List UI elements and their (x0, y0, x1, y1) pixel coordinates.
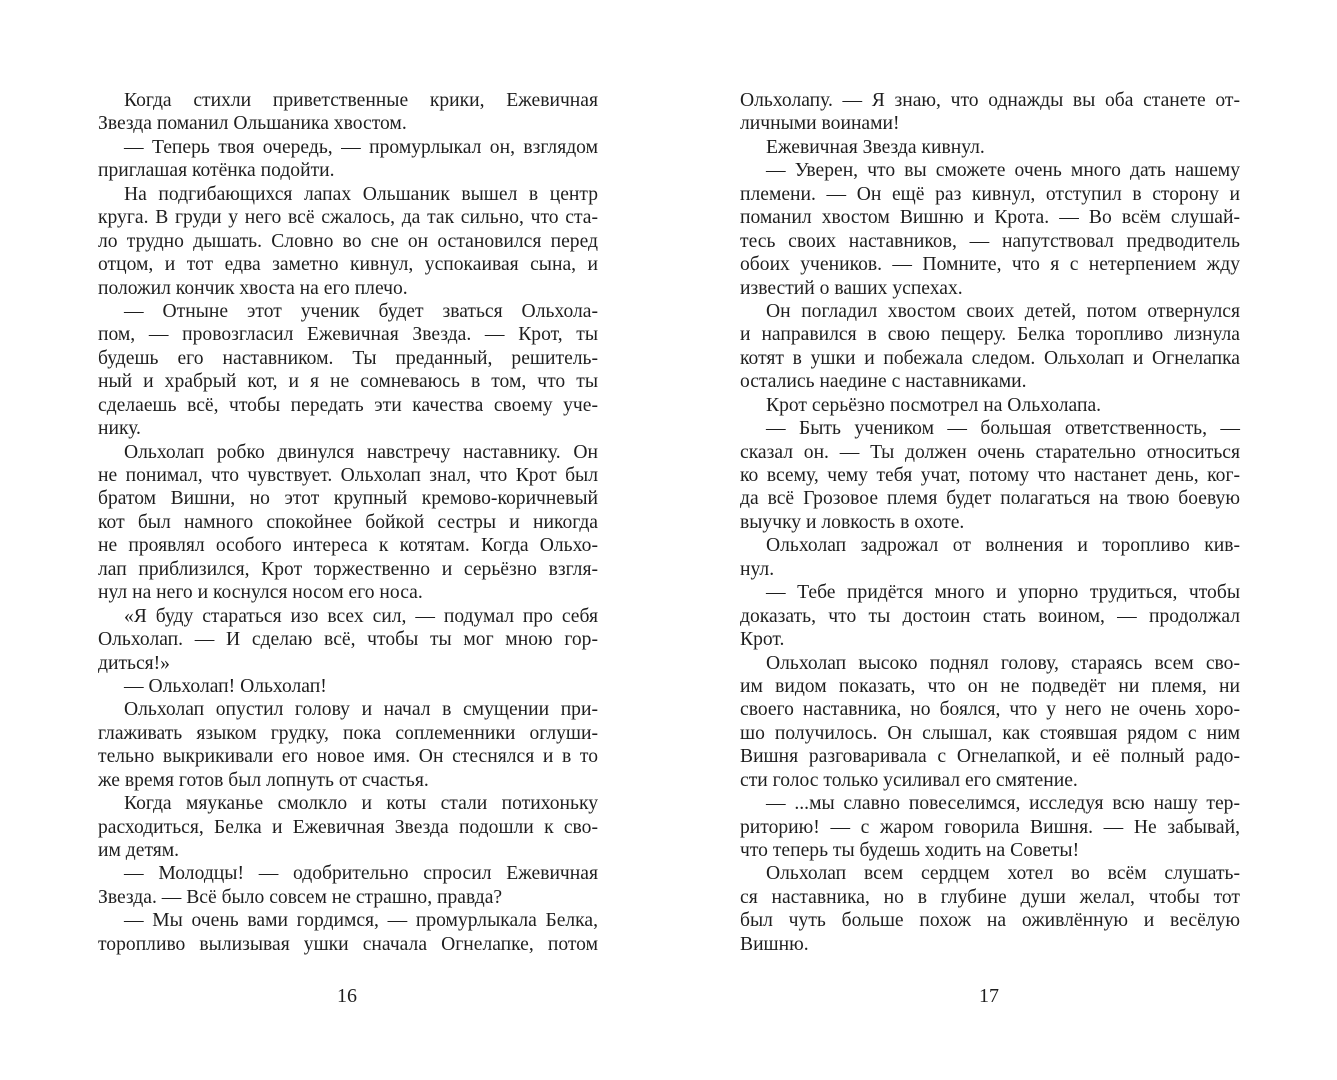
text-line: риторию! — с жаром говорила Вишня. — Не забывай, (740, 816, 1240, 838)
text-line: круга. В груди у него всё сжалось, да так сильно, что ста- (98, 207, 598, 229)
text-line: братом Вишни, но этот крупный кремово-коричневый (98, 488, 598, 510)
text-line: ся наставника, но в глубине души желал, чтобы тот (740, 886, 1240, 908)
text-line: Когда стихли приветственные крики, Ежевичная (124, 90, 598, 111)
text-line: известий о ваших успехах. (740, 277, 963, 299)
text-line: не проявлял особого интереса к котятам. Когда Ольхо- (98, 535, 598, 557)
text-line: ный и храбрый кот, и я не сомневаюсь в том, что ты (98, 371, 598, 393)
text-line: — Ольхолап! Ольхолап! (124, 675, 327, 697)
text-line: нику. (98, 418, 141, 440)
text-line: нул на него и коснулся носом его носа. (98, 582, 423, 604)
left-page-text-column (98, 89, 598, 956)
text-line: нул. (740, 558, 775, 580)
text-line: Крот. (740, 629, 785, 651)
text-line: сделаешь всё, чтобы передать эти качества своему уче- (98, 394, 598, 416)
text-line: поманил хвостом Вишню и Крота. — Во всём слушай- (740, 207, 1240, 229)
text-line: глаживать языком грудку, пока соплеменники оглуши- (98, 722, 598, 744)
page-number-left: 16 (337, 985, 357, 1007)
text-line: Звезда. — Всё было совсем не страшно, правда? (98, 886, 503, 908)
text-line: своего наставника, но боялся, что у него не очень хоро- (740, 699, 1240, 721)
text-line: личными воинами! (740, 113, 900, 135)
text-line: Вишня разговаривала с Огнелапкой, и её полный радо- (740, 746, 1240, 768)
text-line: приглашая котёнка подойти. (98, 160, 335, 182)
text-line: им видом показать, что он не подведёт ни племя, ни (740, 675, 1240, 697)
text-line: будешь его наставником. Ты преданный, решитель- (98, 347, 598, 369)
text-line: Он погладил хвостом своих детей, потом отвернулся (766, 300, 1240, 322)
text-line: Ежевичная Звезда кивнул. (766, 136, 985, 158)
text-line: им детям. (98, 840, 180, 861)
text-line: сти голос только усиливал его смятение. (740, 769, 1078, 791)
text-line: Ольхолапу. — Я знаю, что однажды вы оба станете от- (740, 90, 1240, 111)
text-line: На подгибающихся лапах Ольшаник вышел в центр (124, 183, 598, 205)
text-line: — Быть учеником — большая ответственность, — (766, 418, 1240, 440)
text-line: выучку и ловкость в охоте. (740, 511, 965, 533)
text-line: что теперь ты будешь ходить на Советы! (740, 840, 1080, 861)
left-page (0, 0, 668, 1080)
text-line: — Теперь твоя очередь, — промурлыкал он, взглядом (124, 136, 598, 158)
text-line: Ольхолап. — И сделаю всё, чтобы ты мог мною гор- (98, 629, 598, 651)
text-line: — Молодцы! — одобрительно спросил Ежевичная (124, 863, 598, 885)
text-line: же время готов был лопнуть от счастья. (98, 769, 429, 791)
text-line: Ольхолап задрожал от волнения и торопливо кив- (766, 535, 1240, 557)
text-line: племени. — Он ещё раз кивнул, отступил в сторону и (740, 183, 1240, 205)
text-line: ло трудно дышать. Словно во сне он остановился перед (98, 230, 598, 252)
text-line: диться!» (98, 652, 170, 674)
text-line: — Мы очень вами гордимся, — промурлыкала Белка, (124, 910, 598, 932)
text-line: лап приблизился, Крот торжественно и серьёзно взгля- (98, 558, 598, 580)
text-line: не понимал, что чувствует. Ольхолап знал, что Крот был (98, 465, 598, 486)
text-line: тесь своих наставников, — напутствовал предводитель (740, 230, 1240, 252)
page-number-right: 17 (979, 985, 999, 1007)
text-line: расходиться, Белка и Ежевичная Звезда подошли к сво- (98, 816, 598, 838)
text-line: Крот серьёзно посмотрел на Ольхолапа. (766, 394, 1102, 416)
text-line: ко всему, чему тебя учат, потому что настанет день, ког- (740, 465, 1240, 486)
text-line: торопливо вылизывая ушки сначала Огнелапке, потом (98, 933, 598, 955)
text-line: и направился в свою пещеру. Белка торопливо лизнула (740, 324, 1240, 346)
text-line: Ольхолап всем сердцем хотел во всём слушать- (766, 863, 1240, 885)
text-line: — Отныне этот ученик будет зваться Ольхола- (124, 300, 598, 322)
text-line: да всё Грозовое племя будет полагаться на твою боевую (740, 488, 1240, 510)
text-line: кот был намного спокойнее бойкой сестры и никогда (98, 511, 598, 533)
text-line: отцом, и тот едва заметно кивнул, успокаивая сына, и (98, 254, 598, 276)
text-line: Ольхолап высоко поднял голову, стараясь всем сво- (766, 652, 1240, 674)
text-line: Ольхолап робко двинулся навстречу наставнику. Он (124, 441, 598, 463)
text-line: Вишню. (740, 933, 809, 955)
text-line: сказал он. — Ты должен очень старательно относиться (740, 441, 1240, 463)
text-line: — Тебе придётся много и упорно трудиться, чтобы (766, 582, 1240, 604)
text-line: Ольхолап опустил голову и начал в смущении при- (124, 699, 598, 721)
text-line: — ...мы славно повеселимся, исследуя всю нашу тер- (766, 793, 1240, 815)
text-line: «Я буду стараться изо всех сил, — подумал про себя (124, 605, 598, 627)
text-line: Когда мяуканье смолкло и коты стали потихоньку (124, 793, 598, 815)
text-line: — Уверен, что вы сможете очень много дать нашему (766, 160, 1240, 182)
text-line: пом, — провозгласил Ежевичная Звезда. — Крот, ты (98, 324, 598, 346)
text-line: тельно выкрикивали его новое имя. Он стеснялся и в то (98, 746, 598, 768)
text-line: котят в ушки и побежала следом. Ольхолап и Огнелапка (740, 347, 1240, 369)
text-line: шо получилось. Он слышал, как стоявшая рядом с ним (740, 722, 1240, 744)
text-line: обоих учеников. — Помните, что я с нетерпением жду (740, 254, 1240, 276)
right-page-text-column (740, 89, 1240, 956)
right-page (668, 0, 1337, 1080)
text-line: Звезда поманил Ольшаника хвостом. (98, 113, 407, 135)
text-line: положил кончик хвоста на его плечо. (98, 277, 408, 299)
text-line: был чуть больше похож на оживлённую и весёлую (740, 910, 1240, 932)
text-line: остались наедине с наставниками. (740, 371, 1027, 393)
text-line: доказать, что ты достоин стать воином, — продолжал (740, 605, 1240, 627)
